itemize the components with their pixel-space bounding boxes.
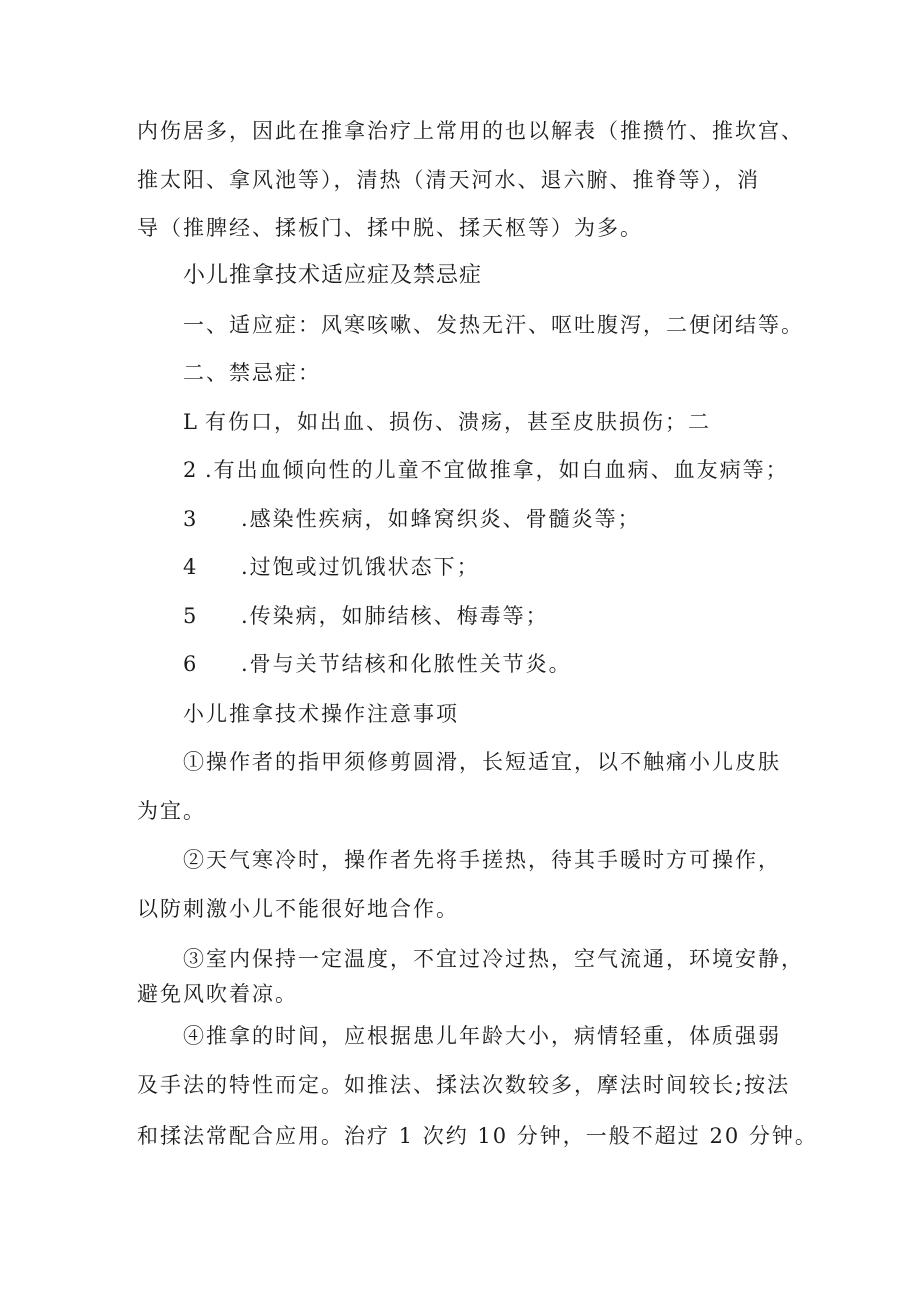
item-text: 有伤口，如出血、损伤、溃疡，甚至皮肤损伤；二: [205, 410, 711, 434]
note3-line-2: 避免风吹着凉。: [137, 982, 298, 1006]
indications-text: 一、适应症：风寒咳嗽、发热无汗、呕吐腹泻，二便闭结等。: [183, 313, 804, 337]
note2-line-1: ②天气寒冷时，操作者先将手搓热，待其手暖时方可操作，: [183, 848, 781, 872]
contraindication-item-3: [183, 505, 641, 533]
note4-line-2: 及手法的特性而定。如推法、揉法次数较多，摩法时间较长;按法: [137, 1073, 791, 1097]
note2-line-2: 以防刺激小儿不能很好地合作。: [137, 897, 459, 921]
item-text: .骨与关节结核和化脓性关节炎。: [241, 652, 572, 676]
item-number: 2: [183, 458, 199, 482]
contraindications-title: 二、禁忌症：: [183, 361, 321, 385]
item-text: .传染病，如肺结核、梅毒等；: [241, 604, 549, 628]
item-number: 3: [183, 507, 199, 531]
item-number: L: [183, 410, 199, 434]
item-text: .过饱或过饥饿状态下；: [241, 555, 480, 579]
note3-line-1: ③室内保持一定温度，不宜过冷过热，空气流通，环境安静，: [183, 947, 804, 971]
note1-line-2: 为宜。: [137, 799, 206, 823]
item-text: .感染性疾病，如蜂窝织炎、骨髓炎等；: [241, 507, 641, 531]
note1-line-1: ①操作者的指甲须修剪圆滑，长短适宜，以不触痛小儿皮肤: [183, 750, 781, 774]
item-number: 5: [183, 604, 199, 628]
contraindication-item-6: [183, 650, 572, 678]
contraindication-item-5: [183, 602, 549, 630]
item-number: 6: [183, 652, 199, 676]
note4-line-3: 和揉法常配合应用。治疗 1 次约 10 分钟，一般不超过 20 分钟。: [137, 1124, 818, 1148]
contraindication-item-1: [183, 408, 711, 436]
intro-line-3: 导（推脾经、揉板门、揉中脱、揉天枢等）为多。: [137, 216, 643, 240]
note4-line-1: ④推拿的时间，应根据患儿年龄大小，病情轻重，体质强弱: [183, 1024, 781, 1048]
item-number: 4: [183, 555, 199, 579]
contraindication-item-4: [183, 553, 480, 581]
section2-heading: 小儿推拿技术操作注意事项: [183, 702, 459, 726]
intro-line-2: 推太阳、拿风池等），清热（清天河水、退六腑、推脊等），消: [137, 168, 760, 192]
item-text: .有出血倾向性的儿童不宜做推拿，如白血病、血友病等；: [205, 458, 789, 482]
section1-heading: 小儿推拿技术适应症及禁忌症: [183, 263, 483, 288]
contraindication-item-2: [183, 456, 789, 484]
intro-line-1: 内伤居多，因此在推拿治疗上常用的也以解表（推攒竹、推坎宫、: [137, 119, 804, 143]
